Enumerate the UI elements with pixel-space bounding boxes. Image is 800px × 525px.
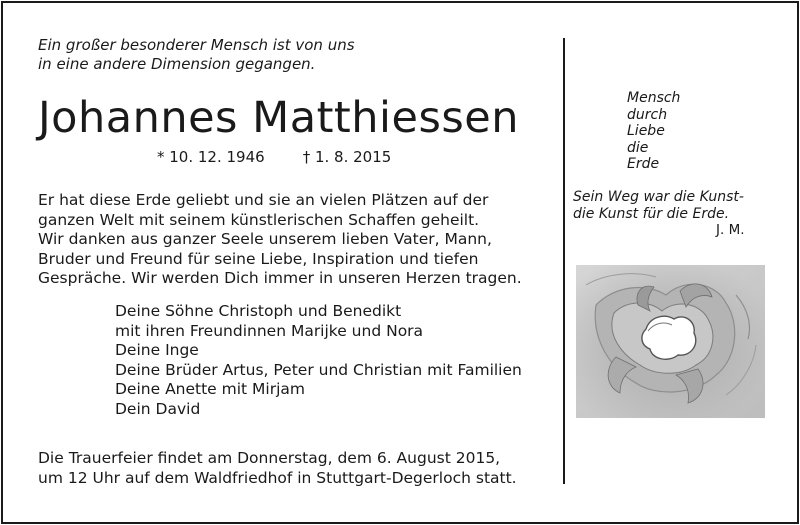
mourner-entry: Deine Inge bbox=[115, 341, 199, 360]
tribute-line: ganzen Welt mit seinem künstlerischen Schaffen geheilt. bbox=[38, 210, 480, 229]
tribute-line: Gespräche. Wir werden Dich immer in unseren Herzen tragen. bbox=[38, 269, 522, 288]
intro-line: in eine andere Dimension gegangen. bbox=[38, 55, 316, 73]
tribute-line: Er hat diese Erde geliebt und sie an vielen Plätzen auf der bbox=[38, 191, 489, 209]
artist-quote bbox=[573, 189, 744, 223]
mourners-list bbox=[115, 302, 522, 420]
mourner-entry: Deine Brüder Artus, Peter und Christian mit Familien bbox=[115, 360, 522, 379]
funeral-notice-line: um 12 Uhr auf dem Waldfriedhof in Stuttgart-Degerloch statt. bbox=[38, 468, 517, 487]
funeral-notice bbox=[38, 449, 517, 488]
funeral-notice-line: Die Trauerfeier findet am Donnerstag, dem 6. August 2015, bbox=[38, 449, 501, 467]
column-divider bbox=[563, 38, 565, 484]
mourner-entry: Dein David bbox=[115, 399, 201, 418]
deceased-name: Johannes Matthiessen bbox=[38, 93, 519, 143]
tribute-line: Bruder und Freund für seine Liebe, Inspiration und tiefen bbox=[38, 249, 479, 268]
poem-line: Mensch bbox=[627, 90, 681, 106]
poem bbox=[627, 90, 680, 173]
poem-line: die bbox=[627, 139, 649, 156]
life-dates bbox=[157, 148, 391, 167]
mourner-entry: Deine Söhne Christoph und Benedikt bbox=[115, 302, 402, 320]
tribute-line: Wir danken aus ganzer Seele unserem lieben Vater, Mann, bbox=[38, 230, 492, 249]
quote-line: die Kunst für die Erde. bbox=[573, 206, 730, 222]
birth-date: * 10. 12. 1946 bbox=[157, 148, 265, 166]
intro-line: Ein großer besonderer Mensch ist von uns bbox=[38, 36, 355, 54]
intro-text bbox=[38, 36, 355, 74]
poem-line: Erde bbox=[627, 156, 660, 172]
mourner-entry: mit ihren Freundinnen Marijke und Nora bbox=[115, 321, 424, 340]
tribute-text bbox=[38, 191, 522, 289]
quote-signature: J. M. bbox=[716, 222, 745, 238]
poem-line: durch bbox=[627, 106, 668, 123]
quote-line: Sein Weg war die Kunst- bbox=[573, 189, 744, 205]
death-date: † 1. 8. 2015 bbox=[302, 148, 392, 166]
poem-line: Liebe bbox=[627, 123, 665, 139]
sculpture-photo bbox=[576, 265, 765, 418]
mourner-entry: Deine Anette mit Mirjam bbox=[115, 380, 306, 399]
